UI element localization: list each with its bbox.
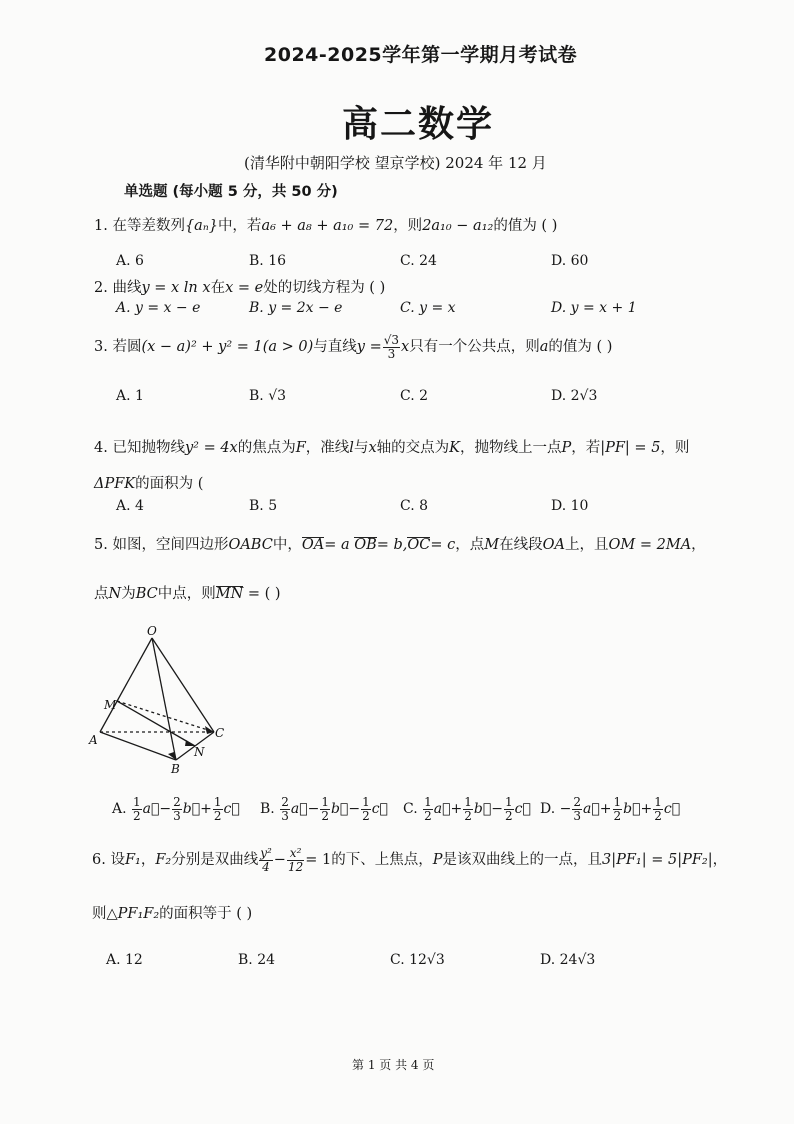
q5-mid4: 上，且: [565, 537, 609, 553]
q3-stem-mid: 与直线: [313, 339, 357, 356]
q2-option-a[interactable]: A. y = x − e: [116, 300, 201, 316]
coefficient-fraction: $\frac{1}{2}$: [321, 795, 329, 823]
operator-sign: +: [599, 801, 612, 818]
q5-l2-end: = ( ): [247, 586, 281, 602]
option-label: A.: [112, 801, 132, 818]
q1-expression: 2a₁₀ − a₁₂: [422, 218, 494, 234]
q2-stem-end: 处的切线方程为 ( ): [263, 280, 386, 296]
exam-title: 2024-2025学年第一学期月考试卷: [264, 44, 578, 66]
q1-sequence: {aₙ}: [184, 218, 218, 234]
operator-sign: +: [200, 801, 212, 818]
q6-condition: 3|PF₁| = 5|PF₂|: [601, 852, 713, 869]
coefficient-fraction: $\frac{2}{3}$: [281, 795, 289, 823]
operator-sign: −: [559, 801, 572, 818]
operator-sign: −: [159, 801, 172, 818]
q1-option-b[interactable]: B. 16: [249, 253, 287, 269]
q5-condition: OM = 2MA: [608, 537, 692, 553]
subject-title: 高二数学: [342, 103, 495, 145]
q4-l: l: [349, 440, 354, 456]
coefficient-fraction: $\frac{2}{3}$: [573, 795, 582, 823]
q4-triangle: ΔPFK: [94, 476, 136, 492]
vector-symbol: b⃗: [473, 801, 492, 818]
q6-l2-pre: 则: [92, 906, 107, 922]
q5-l2-mid: 为: [121, 586, 136, 602]
operator-sign: +: [450, 801, 463, 818]
q2-option-b[interactable]: B. y = 2x − e: [249, 300, 343, 316]
q6-mid: 分别是双曲线: [171, 852, 259, 869]
coefficient-fraction: $\frac{1}{2}$: [613, 795, 622, 823]
q3-option-d[interactable]: D. 2√3: [551, 388, 598, 404]
q6-F2: F₂: [155, 852, 172, 869]
question-5-line-2: [94, 582, 281, 603]
q6-mid2: 的下、上焦点，: [331, 852, 433, 869]
coefficient-fraction: $\frac{1}{2}$: [424, 795, 432, 823]
q4-line2-end: 的面积为 (: [135, 476, 204, 492]
point-label-m: M: [104, 698, 117, 712]
vector-symbol: a⃗: [433, 801, 451, 818]
q5-option-b[interactable]: [260, 796, 388, 822]
q4-mid6: ，若: [571, 440, 601, 456]
q3-stem-tail: 的值为 ( ): [548, 339, 613, 356]
question-6-line-2: [92, 902, 252, 923]
section-heading: 单选题 (每小题 5 分，共 50 分): [124, 184, 338, 200]
q3-line-x: x: [401, 339, 410, 356]
q6-fraction-y: $\frac{\text{y²}}{4}$: [260, 846, 272, 874]
q6-triangle: △PF₁F₂: [106, 906, 160, 922]
question-6-line-1: [92, 847, 727, 873]
coefficient-fraction: $\frac{1}{2}$: [133, 795, 141, 823]
question-5-line-1: [94, 533, 706, 554]
q5-vec-oc: OC: [407, 537, 431, 553]
q5-vec-ob: OB: [354, 537, 377, 553]
q3-stem-end: 只有一个公共点，则: [409, 339, 540, 356]
q6-option-a[interactable]: A. 12: [106, 952, 143, 968]
q4-option-d[interactable]: D. 10: [551, 498, 589, 514]
q2-option-c[interactable]: C. y = x: [400, 300, 456, 316]
q3-stem-pre: 3. 若圆: [94, 339, 142, 356]
question-2: [94, 276, 385, 297]
q6-option-d[interactable]: D. 24√3: [540, 952, 596, 968]
q5-pre: 5. 如图，空间四边形: [94, 537, 229, 553]
q5-l2-mid2: 中点，则: [157, 586, 216, 602]
q6-l2-end: 的面积等于 ( ): [159, 906, 253, 922]
q5-vec-oa: OA: [301, 537, 325, 553]
q6-fraction-x: $\frac{\text{x²}}{12}$: [287, 846, 304, 874]
operator-sign: −: [491, 801, 503, 818]
vertex-label-b: B: [171, 762, 180, 776]
q5-mid2: ，点: [455, 537, 485, 553]
vector-symbol: a⃗: [142, 801, 160, 818]
q6-eq: = 1: [305, 852, 332, 869]
option-label: D.: [540, 801, 560, 818]
q4-option-c[interactable]: C. 8: [400, 498, 429, 514]
q5-option-a[interactable]: [112, 796, 240, 822]
q6-option-c[interactable]: C. 12√3: [390, 952, 445, 968]
coefficient-fraction: $\frac{1}{2}$: [505, 795, 513, 823]
q4-x: x: [368, 440, 377, 456]
q6-F1: F₁: [124, 852, 141, 869]
q2-point: x = e: [225, 280, 264, 296]
q5-option-d[interactable]: [540, 796, 680, 822]
q4-option-b[interactable]: B. 5: [249, 498, 278, 514]
q2-stem-mid: 在: [210, 280, 226, 296]
page-number: 第 1 页 共 4 页: [352, 1058, 435, 1072]
q1-stem-mid: 中，若: [217, 218, 262, 234]
q5-l2-pre: 点: [94, 586, 109, 602]
q1-stem-end: 的值为 ( ): [493, 218, 558, 234]
question-1: [94, 214, 557, 235]
q4-mid2: ，准线: [305, 440, 350, 456]
q1-condition: a₆ + a₈ + a₁₀ = 72: [261, 218, 394, 234]
q3-slope-fraction: $\frac{√3}{3}$: [383, 333, 400, 361]
vertex-label-c: C: [215, 726, 225, 740]
q3-circle: (x − a)² + y² = 1(a > 0): [141, 339, 314, 356]
vertex-label-o: O: [147, 624, 157, 638]
q3-var-a: a: [539, 339, 549, 356]
edge-oa: [100, 638, 152, 732]
q4-mid3: 与: [353, 440, 369, 456]
operator-sign: +: [640, 801, 653, 818]
q5-M: M: [484, 537, 500, 553]
vector-symbol: b⃗: [623, 801, 641, 818]
q6-end: ，: [712, 852, 728, 869]
q5-eq-c: = c: [430, 537, 456, 553]
operator-sign: −: [307, 801, 320, 818]
vector-symbol: a⃗: [290, 801, 308, 818]
option-label: B.: [260, 801, 280, 818]
q3-option-b[interactable]: B. √3: [249, 388, 287, 404]
q4-mid5: ，抛物线上一点: [459, 440, 562, 456]
coefficient-fraction: $\frac{1}{2}$: [654, 795, 662, 823]
q2-stem-pre: 2. 曲线: [94, 280, 142, 296]
q1-stem-post: ，则: [393, 218, 423, 234]
q5-eq-a: = a: [324, 537, 350, 553]
q4-end: ，则: [660, 440, 690, 456]
vector-symbol: a⃗: [583, 801, 600, 818]
q4-mid: 的焦点为: [237, 440, 296, 456]
vertex-label-a: A: [89, 733, 98, 747]
q3-option-c[interactable]: C. 2: [400, 388, 429, 404]
q3-line-y: y =: [356, 339, 382, 356]
coefficient-fraction: $\frac{1}{2}$: [362, 795, 370, 823]
coefficient-fraction: $\frac{2}{3}$: [173, 795, 181, 823]
question-4-line-2: [94, 472, 203, 493]
q4-P: P: [561, 440, 572, 456]
q6-option-b[interactable]: B. 24: [238, 952, 276, 968]
q4-option-a[interactable]: A. 4: [116, 498, 144, 514]
q5-option-c[interactable]: [403, 796, 531, 822]
q4-condition: |PF| = 5: [600, 440, 661, 456]
q6-pre: 6. 设: [92, 852, 125, 869]
question-4-line-1: [94, 436, 689, 457]
q4-pre: 4. 已知抛物线: [94, 440, 185, 456]
q5-segment-oa: OA: [542, 537, 566, 553]
q4-parabola: y² = 4x: [184, 440, 238, 456]
q5-mid3: 在线段: [499, 537, 543, 553]
point-label-n: N: [194, 745, 205, 759]
vector-symbol: c⃗: [223, 801, 240, 818]
question-3: [94, 334, 612, 360]
q5-end: ，: [691, 537, 706, 553]
q5-vec-mn: MN: [215, 586, 244, 602]
q3-option-a[interactable]: A. 1: [116, 388, 144, 404]
edge-ab: [100, 732, 176, 760]
q4-K: K: [449, 440, 460, 456]
q6-P: P: [432, 852, 443, 869]
vector-symbol: c⃗: [663, 801, 681, 818]
q4-mid4: 轴的交点为: [376, 440, 450, 456]
q6-sep: ，: [140, 852, 156, 869]
q5-eq-b: = b,: [376, 537, 408, 553]
q2-option-d[interactable]: D. y = x + 1: [551, 300, 637, 316]
option-label: C.: [403, 801, 423, 818]
q5-segment-bc: BC: [135, 586, 158, 602]
coefficient-fraction: $\frac{1}{2}$: [213, 795, 222, 823]
q5-quad: OABC: [228, 537, 273, 553]
q1-option-a[interactable]: A. 6: [116, 253, 144, 269]
coefficient-fraction: $\frac{1}{2}$: [464, 795, 472, 823]
vector-symbol: b⃗: [182, 801, 201, 818]
vector-symbol: c⃗: [514, 801, 531, 818]
q1-option-d[interactable]: D. 60: [551, 253, 589, 269]
q5-mid: 中，: [272, 537, 302, 553]
vector-symbol: b⃗: [330, 801, 349, 818]
tetrahedron-figure: [86, 622, 236, 778]
q4-F: F: [295, 440, 306, 456]
vector-symbol: c⃗: [371, 801, 388, 818]
q6-mid3: 是该双曲线上的一点，且: [442, 852, 602, 869]
operator-sign: −: [348, 801, 361, 818]
segment-mn: [117, 701, 195, 746]
q5-N: N: [108, 586, 122, 602]
q1-stem-pre: 1. 在等差数列: [94, 218, 185, 234]
school-line: (清华附中朝阳学校 望京学校) 2024 年 12 月: [244, 154, 547, 172]
q6-minus: −: [273, 852, 286, 869]
q2-curve: y = x ln x: [141, 280, 211, 296]
q1-option-c[interactable]: C. 24: [400, 253, 437, 269]
